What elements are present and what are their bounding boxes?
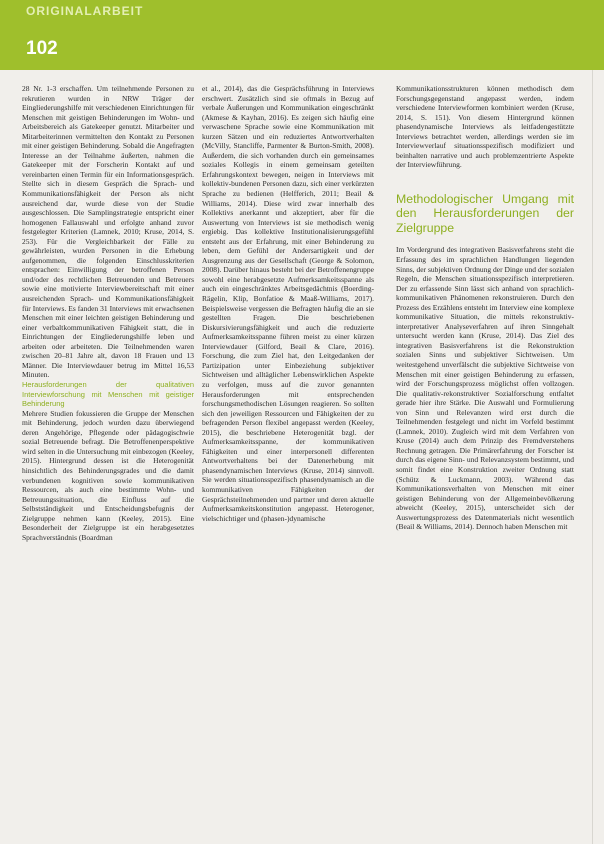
body-paragraph: Mehrere Studien fokussieren die Gruppe der Menschen mit Behinderung, jedoch wurden dazu überwiegend deren Angehörige, Pflegende oder pädagogischwie sozial Betreuende befragt. Die Betroffenenperspektive wird selten in die Untersuchung mit einbezogen (Keeley, 2015). Hintergrund dessen ist die Heterogenität hinsichtlich des Behinderungsgrades und die damit verbundenen kognitiven sowie kommunikativen Ressourcen, als auch eine bestimmte Wohn- und Betreuungssituation, die Einfluss auf die Selbstständigkeit und Entscheidungsbefugnis der Zielgruppe nehmen kann (Keeley, 2015). Eine Besonderheit der Zielgruppe ist ein herabgesetztes Sprachverständnis (Boardman bbox=[22, 408, 194, 542]
subheading: Herausforderungen der qualitativen Interviewforschung mit Menschen mit geistiger Behinderung bbox=[22, 379, 194, 409]
header-band bbox=[0, 0, 604, 70]
body-paragraph: Kommunikationsstrukturen können methodisch dem Forschungsgegenstand angepasst werden, indem verschiedene Interviewformen kombiniert werden (Kruse, 2014, S. 151). Von diesem Hintergrund können phasendynamische Interviews als leitfadengestützte Interviews betrachtet werden, allerdings werden sie im Interviewverlauf situationsspezifisch modifiziert und beinhalten narrative und auch problemzentrierte Aspekte der Interviewführung. bbox=[396, 84, 574, 170]
body-paragraph: 28 Nr. 1-3 erschaffen. Um teilnehmende Personen zu rekrutieren wurden in NRW Träger der Eingliederungshilfe mit verschiedenen Einrichtungen für Menschen mit geistigen Behinderungen im Wohn- und Arbeitsbereich als Gatekeeper genutzt. Mitarbeiter und Mitarbeiterinnen vermittelten den Kontakt zu Personen mit einer geistigen Behinderung. Sobald die Angefragten Interesse an der Teilnahme äußerten, nahmen die Gatekeeper mit der Forscherin Kontakt auf und vereinbarten einen Termin für ein Informationsgespräch. Stellte sich in diesem Gespräch die Sprach- und Kommunikationsfähigkeit der Person als nicht ausreichend dar, wurde diese von der Studie ausgeschlossen. Die Samplingstrategie entspricht einer homogenen Fallauswahl und erfolgte anhand zuvor festgelegter Kriterien (Lamnek, 2010; Kruse, 2014, S. 253). Für die Vergleichbarkeit der Fälle zu gewährleisten, wurden Personen in die Erhebung aufgenommen, die folgenden Einschlusskriterien entsprachen: Einwilligung der betroffenen Person und/oder des rechtlichen Betreuenden und Betreuers sowie eine motivierte Interviewbereitschaft mit einer ausreichenden Sprach- und Kommunikationsfähigkeit für Interviews. Es fanden 31 Interviews mit erwachsenen Menschen mit einer leichten geistigen Behinderung und einer verbaltkommunikativen Fähigkeit statt, die in Einrichtungen der Eingliederungshilfe leben und arbeiten oder arbeiteten. Die Teilnehmenden waren zwischen 20–81 Jahre alt, davon 18 Frauen und 13 Männer. Die Interviewdauer betrug im Mittel 16,53 Minuten. bbox=[22, 84, 194, 380]
page-number: 102 bbox=[26, 38, 58, 59]
section-label: ORIGINALARBEIT bbox=[26, 4, 144, 18]
text-column-3 bbox=[396, 84, 574, 532]
page-fold-shadow bbox=[592, 70, 593, 844]
body-paragraph: et al., 2014), das die Gesprächsführung in Interviews erschwert. Zusätzlich sind sie oftmals in Bezug auf verbale Äußerungen und Kommunikation eingeschränkt (Akmese & Kayhan, 2016). Es zeigen sich häufig eine verwaschene Sprache sowie eine Kommunikation mit kurzen Sätzen und ein reduziertes Antwortverhalten (McVilly, Stancliffe, Parmenter & Burton-Smith, 2008). Außerdem, die sich vorhanden durch ein gemeinsames soziales Kollegis in einem gemeinsam geteilten Erfahrungskontext bewegen, neigen in Interviews mit kollektiv-bundenen Personen dazu, sich einer verkürzten Sprache zu bedienen (Helfferich, 2011; Beail & Williams, 2014). Diese wird zwar innerhalb des Kollektivs anerkannt und akzeptiert, aber für die Auswertung von Interviews ist sie methodisch wenig ergiebig. Das kollektive Institutionalisierungsgefühl entsteht aus der Erfahrung, mit einer Behinderung zu leben, dem Gefühl der Andersartigkeit und der Ausgrenzung aus der Gesellschaft (George & Solomon, 2008). Darüber hinaus besteht bei der Betroffenengruppe sowohl eine herabgesetzte Aufmerksamkeitsspanne als auch ein eingeschränktes Arbeitsgedächtnis (Boerding-Rägelin, Klip, Bonfatioe & Maaß-Williams, 2017). Beispielsweise vergessen die Befragten häufig die an sie gestellten Fragen. Die beschriebenen Diskursivierungsfähigkeit und auch die reduzierte Aufmerksamkeitsspanne führen meist zu einer kürzen Interviewdauer (Gilford, Beail & Clare, 2016). Forschung, die zum Ziel hat, den Leitgedanken der Partizipation unter Einbeziehung subjektiver Sichtweisen und alltäglicher Lebenswirklichen Aspekte zu verfolgen, muss auf die zuvor genannten Herausforderungen mit entsprechenden forschungsmethodischen Lösungen reagieren. So sollten sich den jeweiligen Ressourcen und Fähigkeiten der zu befragenden Person flexibel angepasst werden (Keeley, 2015), die beschriebene Heterogenität bzgl. der Aufmerksamkeitsspanne, der kommunikativen Fähigkeiten und einer interpersonell differenten Antwortverhaltens bei der Datenerhebung mit phasendynamischen Interviews (Kruse, 2014) sinnvoll. Sie werden situationsspezifisch phasendynamisch an die kommunikativen Fähigkeiten der Gesprächsteilnehmenden und partner und deren aktuelle Aufmerksamkeitskonstitution angepasst. Heterogener, vielschichtiger und (phasen-)dynamische bbox=[202, 84, 374, 523]
text-column-1 bbox=[22, 84, 194, 542]
body-paragraph: Im Vordergrund des integrativen Basisverfahrens steht die Erfassung des im sprachlichen Handlungen liegenden Sinns, der subjektiven Ordnung der Dinge und der sozialen Regeln, die Menschen situationsspezifisch interpretieren. Der zu erfassende Sinn lässt sich anhand von sprachlich-kommunikativen Phänomenen rekonstruieren. Durch den Prozess des Erzählens entsteht im Interview eine komplexe kommunikative Situation, die mittels rekonstruktiv-interpretativer Analyseverfahren auf ihren Sinngehalt untersucht werden kann (Kruse, 2014). Das Ziel des integrativen Basisverfahrens ist die Rekonstruktion sozialen Sinns und subjektiver Sichtweisen. Um weitestgehend unverfälscht die subjektive Sichtweise von Menschen mit einer geistigen Behinderung zu erfassen, wird der Forschungsprozess möglichst offen vollzogen. Die qualitativ-rekonstruktiver Sozialforschung entfaltet gerade hier ihre Stärke. Die Auswahl und Formulierung von Sinn und Relevanzen wird erst durch die Teilnehmenden festgelegt und nicht im Vorfeld bestimmt (Lamnek, 2010). Zugleich wird mit dem Verfahren von Kruse (2014) auch dem Prinzip des Fremdverstehens Rechnung getragen. Die Primärerfahrung der Forscher ist durch das eigene Sinn- und Relevanzsystem bestimmt, und somit findet eine Konstruktion zweiter Ordnung statt (Schütz & Luckmann, 2003). Während das Kommunikationsverhalten von Menschen mit einer geistigen Behinderung von der Allgemeinbevölkerung abweicht (Keeley, 2015), unterscheidet sich der Auswertungsprozess des Datenmaterials nicht wesentlich (Beail & Williams, 2014). Dennoch haben Menschen mit bbox=[396, 245, 574, 532]
section-heading: Methodologischer Umgang mit den Herausforderungen der Zielgruppe bbox=[396, 191, 574, 235]
text-column-2 bbox=[202, 84, 374, 523]
